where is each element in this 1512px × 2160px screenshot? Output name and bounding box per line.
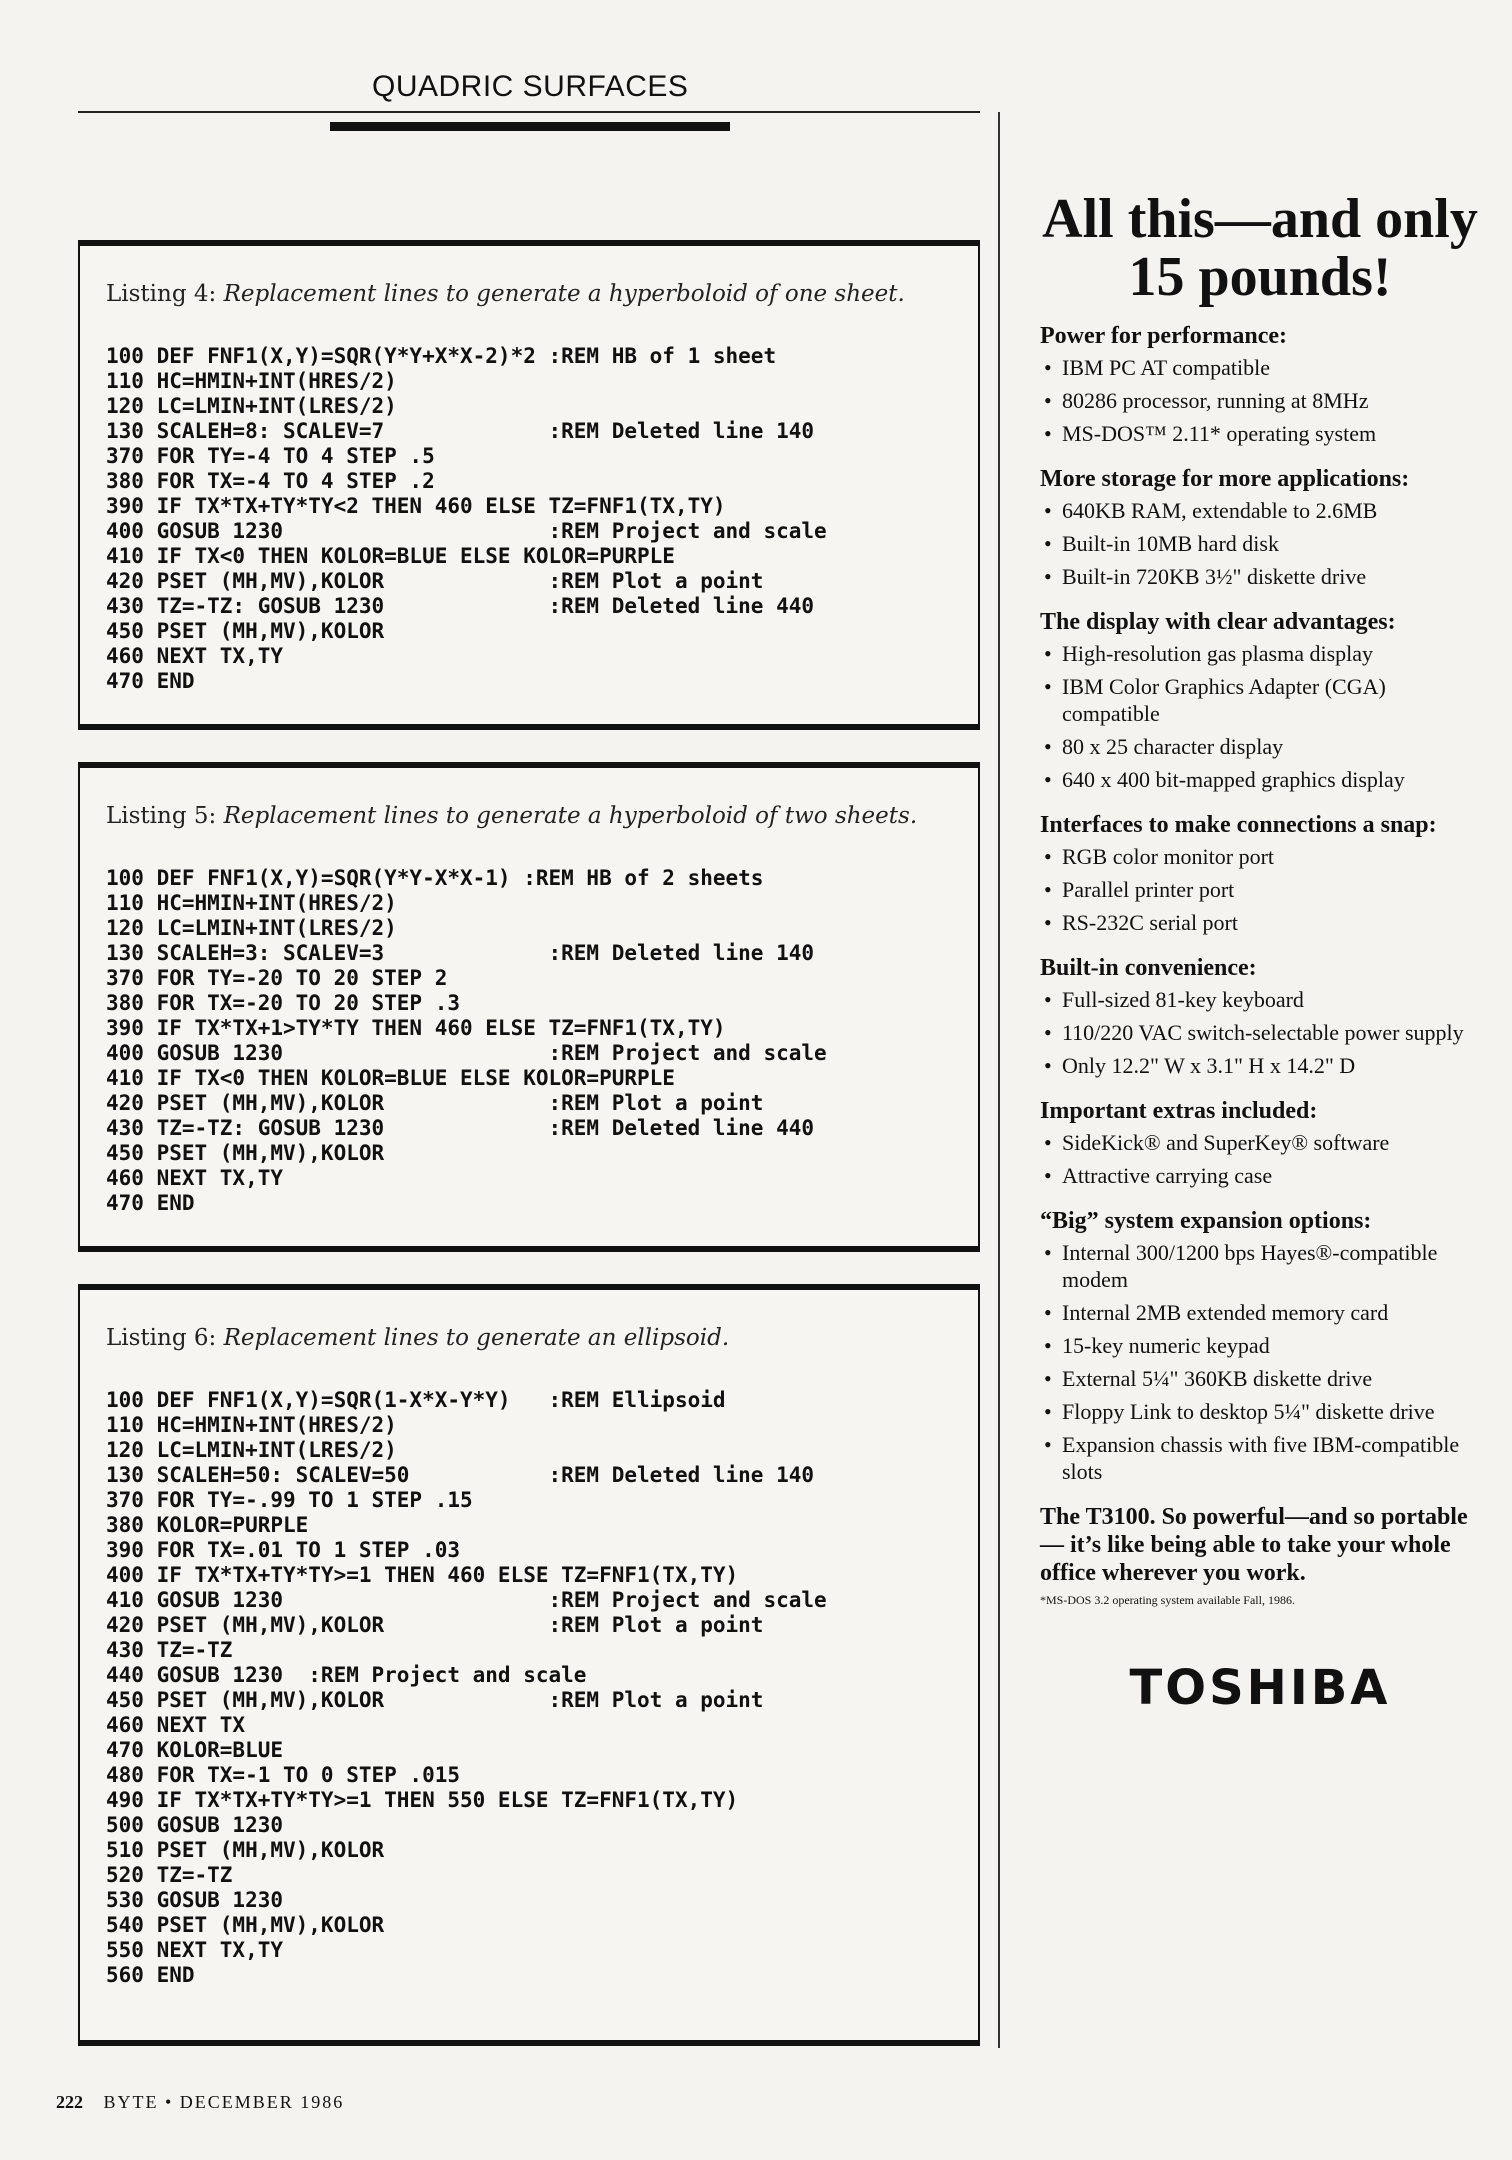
bullet-icon: • <box>1044 1053 1052 1078</box>
list-item-text: Attractive carrying case <box>1062 1163 1273 1188</box>
page-number: 222 <box>56 2092 83 2112</box>
ad-section-title: The display with clear advantages: <box>1040 609 1396 635</box>
bullet-icon: • <box>1044 1300 1052 1325</box>
list-item <box>1040 766 1480 793</box>
bullet-icon: • <box>1044 734 1052 759</box>
bullet-icon: • <box>1044 674 1052 699</box>
bullet-icon: • <box>1044 910 1052 935</box>
list-item <box>1040 673 1480 727</box>
list-item-text: 15-key numeric keypad <box>1062 1333 1270 1358</box>
list-item <box>1040 1431 1480 1485</box>
bullet-icon: • <box>1044 1333 1052 1358</box>
ad-section-title: Built-in convenience: <box>1040 955 1257 981</box>
list-item <box>1040 530 1480 557</box>
list-item <box>1040 1019 1480 1046</box>
list-item <box>1040 497 1480 524</box>
listing-caption <box>106 281 905 307</box>
code-listing: 100 DEF FNF1(X,Y)=SQR(Y*Y+X*X-2)*2 :REM HB of 1 sheet 110 HC=HMIN+INT(HRES/2) 120 LC=LMIN+INT(LRES/2) 130 SCALEH=8: SCALEV=7 :REM Deleted line 140 370 FOR TY=-4 TO 4 STEP .5 380 FOR TX=-4 TO 4 STEP .2 390 IF TX*TX+TY*TY<2 THEN 460 ELSE TZ=FNF1(TX,TY) 400 GOSUB 1230 :REM Project and scale 410 IF TX<0 THEN KOLOR=BLUE ELSE KOLOR=PURPLE 420 PSET (MH,MV),KOLOR :REM Plot a point 430 TZ=-TZ: GOSUB 1230 :REM Deleted line 440 450 PSET (MH,MV),KOLOR 460 NEXT TX,TY 470 END <box>106 344 827 693</box>
bullet-icon: • <box>1044 355 1052 380</box>
list-item-text: Built-in 10MB hard disk <box>1062 531 1279 556</box>
list-item <box>1040 1129 1480 1156</box>
list-item <box>1040 1162 1480 1189</box>
list-item <box>1040 1052 1480 1079</box>
listing-6-box <box>78 1284 980 2046</box>
ad-headline: All this—and only 15 pounds! <box>1042 188 1478 308</box>
list-item <box>1040 733 1480 760</box>
list-item-text: 110/220 VAC switch-selectable power supply <box>1062 1020 1464 1045</box>
list-item-text: IBM Color Graphics Adapter (CGA) compatible <box>1062 674 1386 726</box>
listing-label: Listing 5: <box>106 803 217 829</box>
bullet-icon: • <box>1044 1163 1052 1188</box>
header-rule <box>78 111 980 113</box>
list-item-text: 80286 processor, running at 8MHz <box>1062 388 1369 413</box>
listing-caption-text: Replacement lines to generate an ellipsoid. <box>223 1325 730 1351</box>
ad-section <box>1040 465 1480 590</box>
code-listing: 100 DEF FNF1(X,Y)=SQR(1-X*X-Y*Y) :REM Ellipsoid 110 HC=HMIN+INT(HRES/2) 120 LC=LMIN+INT(LRES/2) 130 SCALEH=50: SCALEV=50 :REM Deleted line 140 370 FOR TY=-.99 TO 1 STEP .15 380 KOLOR=PURPLE 390 FOR TX=.01 TO 1 STEP .03 400 IF TX*TX+TY*TY>=1 THEN 460 ELSE TZ=FNF1(TX,TY) 410 GOSUB 1230 :REM Project and scale 420 PSET (MH,MV),KOLOR :REM Plot a point 430 TZ=-TZ 440 GOSUB 1230 :REM Project and scale 450 PSET (MH,MV),KOLOR :REM Plot a point 460 NEXT TX 470 KOLOR=BLUE 480 FOR TX=-1 TO 0 STEP .015 490 IF TX*TX+TY*TY>=1 THEN 550 ELSE TZ=FNF1(TX,TY) 500 GOSUB 1230 510 PSET (MH,MV),KOLOR 520 TZ=-TZ 530 GOSUB 1230 540 PSET (MH,MV),KOLOR 550 NEXT TX,TY 560 END <box>106 1388 827 1987</box>
list-item <box>1040 640 1480 667</box>
column-divider <box>998 112 1000 2048</box>
listing-caption <box>106 803 917 829</box>
page-title: QUADRIC SURFACES <box>372 70 689 103</box>
list-item-text: Floppy Link to desktop 5¼" diskette drive <box>1062 1399 1435 1424</box>
ad-section <box>1040 608 1480 793</box>
ad-feature-list <box>1040 497 1480 590</box>
list-item-text: MS-DOS™ 2.11* operating system <box>1062 421 1377 446</box>
bullet-icon: • <box>1044 421 1052 446</box>
bullet-icon: • <box>1044 531 1052 556</box>
list-item-text: 80 x 25 character display <box>1062 734 1284 759</box>
list-item-text: 640 x 400 bit-mapped graphics display <box>1062 767 1405 792</box>
publication-line: BYTE • DECEMBER 1986 <box>103 2092 345 2112</box>
list-item-text: Internal 300/1200 bps Hayes®-compatible modem <box>1062 1240 1438 1292</box>
listing-label: Listing 4: <box>106 281 217 307</box>
list-item-text: 640KB RAM, extendable to 2.6MB <box>1062 498 1378 523</box>
listing-5-box <box>78 762 980 1252</box>
listing-4-box <box>78 240 980 730</box>
list-item <box>1040 843 1480 870</box>
bullet-icon: • <box>1044 498 1052 523</box>
ad-feature-list <box>1040 640 1480 793</box>
ad-feature-list <box>1040 1129 1480 1189</box>
bullet-icon: • <box>1044 767 1052 792</box>
ad-section <box>1040 954 1480 1079</box>
ad-section-title: Power for performance: <box>1040 323 1288 349</box>
list-item <box>1040 986 1480 1013</box>
list-item-text: Only 12.2" W x 3.1" H x 14.2" D <box>1062 1053 1356 1078</box>
list-item <box>1040 420 1480 447</box>
list-item-text: RGB color monitor port <box>1062 844 1275 869</box>
ad-feature-list <box>1040 1239 1480 1485</box>
ad-section <box>1040 322 1480 447</box>
list-item-text: Parallel printer port <box>1062 877 1235 902</box>
bullet-icon: • <box>1044 877 1052 902</box>
bullet-icon: • <box>1044 844 1052 869</box>
ad-feature-list <box>1040 354 1480 447</box>
list-item <box>1040 1365 1480 1392</box>
ad-section-title: Interfaces to make connections a snap: <box>1040 812 1437 838</box>
list-item <box>1040 563 1480 590</box>
bullet-icon: • <box>1044 1399 1052 1424</box>
toshiba-ad <box>1040 190 1480 1716</box>
header-bar <box>330 122 730 131</box>
list-item-text: SideKick® and SuperKey® software <box>1062 1130 1390 1155</box>
bullet-icon: • <box>1044 388 1052 413</box>
listing-caption-text: Replacement lines to generate a hyperboloid of two sheets. <box>223 803 918 829</box>
code-listing: 100 DEF FNF1(X,Y)=SQR(Y*Y-X*X-1) :REM HB of 2 sheets 110 HC=HMIN+INT(HRES/2) 120 LC=LMIN+INT(LRES/2) 130 SCALEH=3: SCALEV=3 :REM Deleted line 140 370 FOR TY=-20 TO 20 STEP 2 380 FOR TX=-20 TO 20 STEP .3 390 IF TX*TX+1>TY*TY THEN 460 ELSE TZ=FNF1(TX,TY) 400 GOSUB 1230 :REM Project and scale 410 IF TX<0 THEN KOLOR=BLUE ELSE KOLOR=PURPLE 420 PSET (MH,MV),KOLOR :REM Plot a point 430 TZ=-TZ: GOSUB 1230 :REM Deleted line 440 450 PSET (MH,MV),KOLOR 460 NEXT TX,TY 470 END <box>106 866 827 1215</box>
bullet-icon: • <box>1044 1130 1052 1155</box>
list-item <box>1040 387 1480 414</box>
list-item-text: External 5¼" 360KB diskette drive <box>1062 1366 1373 1391</box>
page-footer <box>56 2092 344 2113</box>
bullet-icon: • <box>1044 987 1052 1012</box>
ad-section <box>1040 1097 1480 1189</box>
toshiba-logo: TOSHIBA <box>1129 1660 1391 1716</box>
list-item-text: Built-in 720KB 3½" diskette drive <box>1062 564 1367 589</box>
list-item-text: High-resolution gas plasma display <box>1062 641 1374 666</box>
bullet-icon: • <box>1044 564 1052 589</box>
bullet-icon: • <box>1044 1240 1052 1265</box>
listing-caption <box>106 1325 729 1351</box>
ad-feature-list <box>1040 986 1480 1079</box>
bullet-icon: • <box>1044 1366 1052 1391</box>
list-item <box>1040 1332 1480 1359</box>
list-item-text: Expansion chassis with five IBM-compatible slots <box>1062 1432 1460 1484</box>
list-item-text: IBM PC AT compatible <box>1062 355 1270 380</box>
bullet-icon: • <box>1044 1432 1052 1457</box>
listing-caption-text: Replacement lines to generate a hyperboloid of one sheet. <box>223 281 905 307</box>
ad-footnote: *MS-DOS 3.2 operating system available Fall, 1986. <box>1040 1593 1295 1607</box>
ad-section <box>1040 1207 1480 1485</box>
ad-section-title: More storage for more applications: <box>1040 466 1410 492</box>
ad-section-title: Important extras included: <box>1040 1098 1318 1124</box>
ad-closing: The T3100. So powerful—and so portable— it’s like being able to take your whole office wherever you work. <box>1040 1504 1468 1586</box>
list-item <box>1040 1239 1480 1293</box>
list-item <box>1040 876 1480 903</box>
list-item <box>1040 354 1480 381</box>
ad-section-title: “Big” system expansion options: <box>1040 1208 1372 1234</box>
list-item-text: Internal 2MB extended memory card <box>1062 1300 1389 1325</box>
bullet-icon: • <box>1044 1020 1052 1045</box>
ad-feature-list <box>1040 843 1480 936</box>
list-item <box>1040 909 1480 936</box>
list-item <box>1040 1299 1480 1326</box>
list-item-text: Full-sized 81-key keyboard <box>1062 987 1304 1012</box>
list-item-text: RS-232C serial port <box>1062 910 1238 935</box>
listing-label: Listing 6: <box>106 1325 217 1351</box>
bullet-icon: • <box>1044 641 1052 666</box>
list-item <box>1040 1398 1480 1425</box>
ad-section <box>1040 811 1480 936</box>
